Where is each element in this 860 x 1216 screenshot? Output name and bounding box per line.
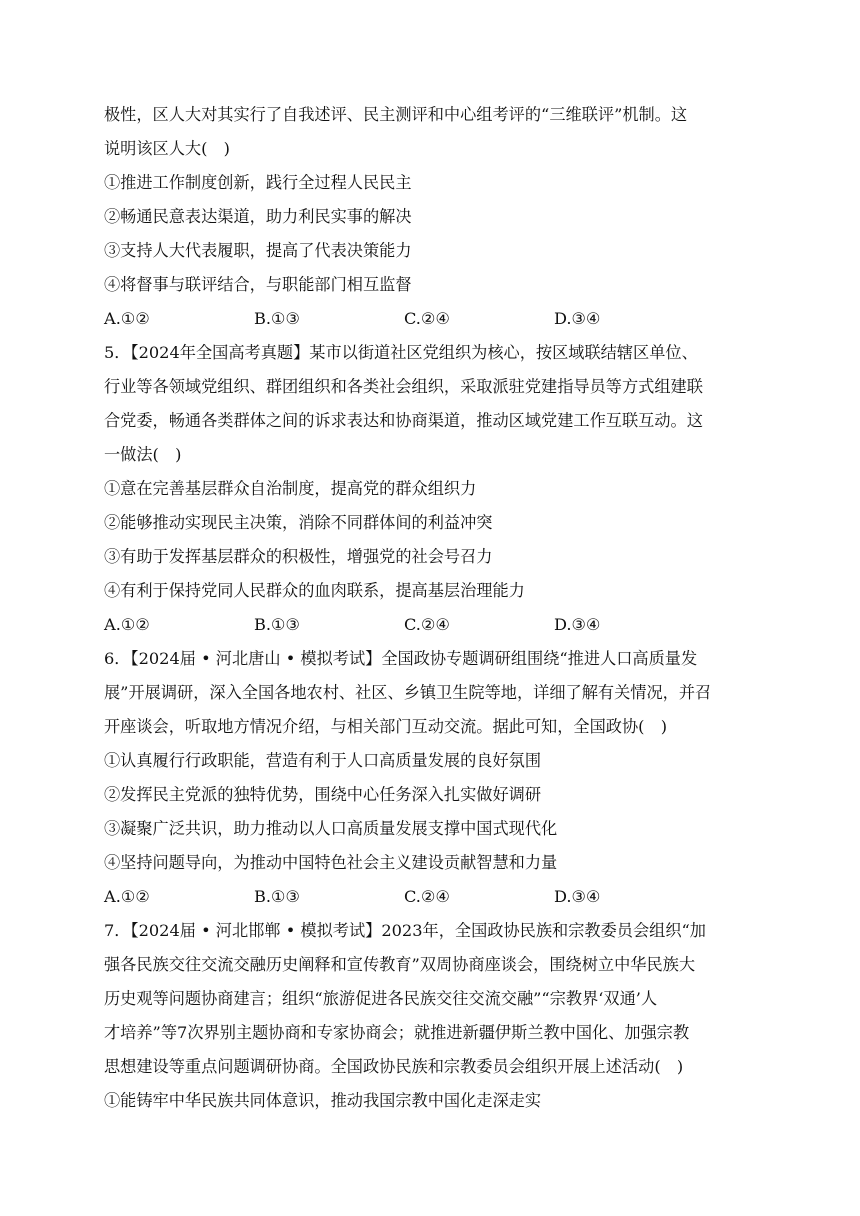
q5-options bbox=[104, 615, 744, 635]
q5-statement: ③有助于发挥基层群众的积极性，增强党的社会号召力 bbox=[104, 547, 493, 566]
q4-statement: ②畅通民意表达渠道，助力利民实事的解决 bbox=[104, 207, 412, 226]
q7-stem-line: 才培养”等7次界别主题协商和专家协商会；就推进新疆伊斯兰教中国化、加强宗教 bbox=[104, 1023, 690, 1042]
option-a: A.①② bbox=[104, 887, 150, 906]
q4-options bbox=[104, 309, 744, 329]
q6-stem-line: 6．【2024届 • 河北唐山 • 模拟考试】全国政协专题调研组围绕“推进人口高质量发 bbox=[104, 649, 698, 668]
q6-statement: ②发挥民主党派的独特优势，围绕中心任务深入扎实做好调研 bbox=[104, 785, 542, 804]
option-d: D.③④ bbox=[554, 615, 601, 634]
q5-stem-line: 5．【2024年全国高考真题】某市以街道社区党组织为核心，按区域联结辖区单位、 bbox=[104, 343, 698, 362]
q7-stem-line: 7．【2024届 • 河北邯郸 • 模拟考试】2023年，全国政协民族和宗教委员会组织“加 bbox=[104, 921, 706, 940]
q6-statement: ③凝聚广泛共识，助力推动以人口高质量发展支撑中国式现代化 bbox=[104, 819, 558, 838]
option-c: C.②④ bbox=[404, 309, 450, 328]
option-c: C.②④ bbox=[404, 615, 450, 634]
q7-statement: ①能铸牢中华民族共同体意识，推动我国宗教中国化走深走实 bbox=[104, 1091, 542, 1110]
q6-stem-line: 展”开展调研，深入全国各地农村、社区、乡镇卫生院等地，详细了解有关情况，并召 bbox=[104, 683, 712, 702]
option-d: D.③④ bbox=[554, 887, 601, 906]
q4-stem-line: 极性，区人大对其实行了自我述评、民主测评和中心组考评的“三维联评”机制。这 bbox=[104, 105, 688, 124]
q7-stem-line: 历史观等问题协商建言；组织“旅游促进各民族交往交流交融”“宗教界‘双通’人 bbox=[104, 989, 658, 1008]
q7-stem-line: 思想建设等重点问题调研协商。全国政协民族和宗教委员会组织开展上述活动( ) bbox=[104, 1057, 684, 1076]
option-b: B.①③ bbox=[254, 309, 301, 328]
q6-statement: ①认真履行行政职能，营造有利于人口高质量发展的良好氛围 bbox=[104, 751, 542, 770]
option-a: A.①② bbox=[104, 309, 150, 328]
q5-statement: ②能够推动实现民主决策，消除不同群体间的利益冲突 bbox=[104, 513, 493, 532]
option-d: D.③④ bbox=[554, 309, 601, 328]
q4-statement: ④将督事与联评结合，与职能部门相互监督 bbox=[104, 275, 412, 294]
q5-statement: ①意在完善基层群众自治制度，提高党的群众组织力 bbox=[104, 479, 477, 498]
q5-stem-line: 一做法( ) bbox=[104, 445, 182, 464]
q5-stem-line: 合党委，畅通各类群体之间的诉求表达和协商渠道，推动区域党建工作互联互动。这 bbox=[104, 411, 703, 430]
q5-stem-line: 行业等各领域党组织、群团组织和各类社会组织，采取派驻党建指导员等方式组建联 bbox=[104, 377, 703, 396]
q6-options bbox=[104, 887, 744, 907]
q4-statement: ③支持人大代表履职，提高了代表决策能力 bbox=[104, 241, 412, 260]
q4-stem-line: 说明该区人大( ) bbox=[104, 139, 230, 158]
q4-statement: ①推进工作制度创新，践行全过程人民民主 bbox=[104, 173, 412, 192]
option-b: B.①③ bbox=[254, 887, 301, 906]
q6-stem-line: 开座谈会，听取地方情况介绍，与相关部门互动交流。据此可知，全国政协( ) bbox=[104, 717, 668, 736]
option-b: B.①③ bbox=[254, 615, 301, 634]
q5-statement: ④有利于保持党同人民群众的血肉联系，提高基层治理能力 bbox=[104, 581, 525, 600]
option-a: A.①② bbox=[104, 615, 150, 634]
q6-statement: ④坚持问题导向，为推动中国特色社会主义建设贡献智慧和力量 bbox=[104, 853, 558, 872]
q7-stem-line: 强各民族交往交流交融历史阐释和宣传教育”双周协商座谈会，围绕树立中华民族大 bbox=[104, 955, 696, 974]
option-c: C.②④ bbox=[404, 887, 450, 906]
